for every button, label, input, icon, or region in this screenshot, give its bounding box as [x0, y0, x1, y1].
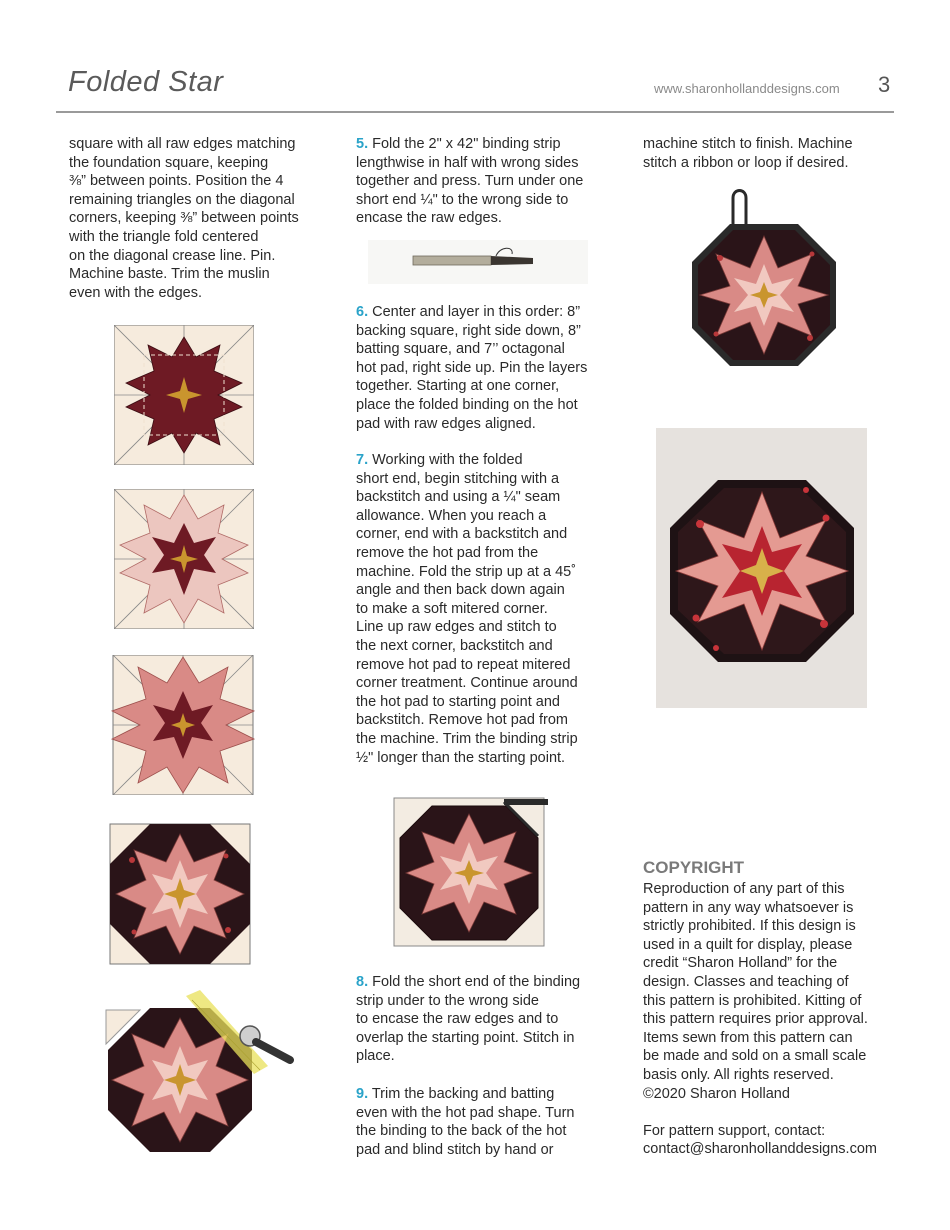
block-diagram-5-trimming: [100, 990, 300, 1166]
text-line: pad and blind stitch by hand or: [356, 1141, 554, 1158]
col1-text: [69, 135, 339, 302]
page-number: 3: [878, 72, 891, 97]
text-line: allowance. When you reach a: [356, 507, 547, 524]
text-line: the foundation square, keeping: [69, 154, 269, 171]
step-number: 9.: [356, 1086, 369, 1102]
text-line: even with the edges.: [69, 284, 203, 301]
copyright-heading: COPYRIGHT: [643, 858, 745, 877]
text-line: short end ¼" to the wrong side to: [356, 191, 569, 208]
text-line: pad with raw edges aligned.: [356, 415, 536, 432]
text-line: backstitch and using a ¼" seam: [356, 489, 561, 506]
step-number: 8.: [356, 974, 369, 990]
step-6: [356, 303, 626, 433]
text-line: the hot pad to starting point and: [356, 693, 560, 710]
text-line: corner, end with a backstitch and: [356, 526, 568, 543]
text-line: place.: [356, 1048, 395, 1065]
binding-strip-diagram: [368, 240, 588, 284]
text-line: lengthwise in half with wrong sides: [356, 154, 579, 171]
header-divider: [56, 111, 894, 113]
text-line: backstitch. Remove hot pad from: [356, 712, 568, 729]
block-diagram-4: [104, 820, 256, 970]
text-line: batting square, and 7’’ octagonal: [356, 341, 565, 358]
text-line: corners, keeping ⅜” between points: [69, 210, 299, 227]
block-diagram-1: [114, 325, 254, 465]
text-line: strip under to the wrong side: [356, 992, 539, 1009]
page-title: Folded Star: [68, 66, 224, 98]
text-line: Reproduction of any part of this: [643, 881, 845, 897]
text-line: the next corner, backstitch and: [356, 637, 553, 654]
text-line: on the diagonal crease line. Pin.: [69, 247, 276, 264]
text-line: with the triangle fold centered: [69, 228, 259, 245]
blank-line: [643, 1103, 923, 1122]
text-line: strictly prohibited. If this design is: [643, 918, 856, 935]
step-number: 7.: [356, 452, 369, 468]
support-line: For pattern support, contact:: [643, 1122, 826, 1139]
text-line: machine stitch to finish. Machine: [643, 136, 853, 152]
text-line: ©2020 Sharon Holland: [643, 1085, 790, 1102]
text-line: backing square, right side down, 8”: [356, 322, 581, 339]
text-line: 9. Trim the backing and batting: [356, 1086, 555, 1102]
block-diagram-2: [114, 489, 254, 629]
support-email[interactable]: contact@sharonhollanddesigns.com: [643, 1141, 877, 1158]
text-line: 5. Fold the 2" x 42" binding strip: [356, 136, 561, 152]
text-line: even with the hot pad shape. Turn: [356, 1104, 575, 1121]
text-line: encase the raw edges.: [356, 210, 502, 227]
text-line: ⅜” between points. Position the 4: [69, 173, 284, 190]
step-number: 6.: [356, 304, 369, 320]
text-line: be made and sold on a small scale: [643, 1048, 867, 1065]
step-7: [356, 451, 626, 767]
binding-hotpad-diagram: [392, 796, 550, 948]
text-line: square with all raw edges matching: [69, 136, 296, 152]
text-line: credit “Sharon Holland” for the: [643, 955, 838, 972]
text-line: to encase the raw edges and to: [356, 1011, 559, 1028]
text-line: short end, begin stitching with a: [356, 470, 560, 487]
text-line: stitch a ribbon or loop if desired.: [643, 154, 849, 171]
text-line: together. Starting at one corner,: [356, 378, 560, 395]
finished-hotpad-photo: [656, 428, 867, 708]
text-line: remaining triangles on the diagonal: [69, 191, 295, 208]
text-line: corner treatment. Continue around: [356, 675, 578, 692]
copyright-text: [643, 880, 923, 1159]
text-line: design. Classes and teaching of: [643, 973, 849, 990]
text-line: the binding to the back of the hot: [356, 1123, 567, 1140]
text-line: Items sewn from this pattern can: [643, 1029, 853, 1046]
text-line: this pattern is prohibited. Kitting of: [643, 992, 862, 1009]
text-line: remove hot pad to repeat mitered: [356, 656, 571, 673]
text-line: remove the hot pad from the: [356, 544, 539, 561]
text-line: the machine. Trim the binding strip: [356, 730, 578, 747]
text-line: place the folded binding on the hot: [356, 396, 578, 413]
text-line: used in a quilt for display, please: [643, 936, 853, 953]
text-line: Machine baste. Trim the muslin: [69, 266, 270, 283]
step-5: [356, 135, 626, 228]
step-8: [356, 973, 626, 1066]
text-line: 7. Working with the folded: [356, 452, 523, 468]
text-line: overlap the starting point. Stitch in: [356, 1029, 575, 1046]
col3-text: [643, 135, 913, 172]
text-line: basis only. All rights reserved.: [643, 1066, 834, 1083]
finished-hotpad-diagram: [680, 188, 848, 370]
text-line: to make a soft mitered corner.: [356, 600, 548, 617]
block-diagram-3: [110, 655, 256, 795]
text-line: 6. Center and layer in this order: 8”: [356, 304, 581, 320]
text-line: this pattern requires prior approval.: [643, 1011, 868, 1028]
text-line: hot pad, right side up. Pin the layers: [356, 359, 588, 376]
step-9: [356, 1085, 626, 1159]
text-line: Line up raw edges and stitch to: [356, 619, 557, 636]
text-line: angle and then back down again: [356, 582, 565, 599]
text-line: 8. Fold the short end of the binding: [356, 974, 581, 990]
website-url[interactable]: www.sharonhollanddesigns.com: [654, 81, 840, 96]
step-number: 5.: [356, 136, 369, 152]
text-line: machine. Fold the strip up at a 45˚: [356, 563, 577, 580]
text-line: together and press. Turn under one: [356, 173, 584, 190]
text-line: pattern in any way whatsoever is: [643, 899, 854, 916]
text-line: ½" longer than the starting point.: [356, 749, 566, 766]
